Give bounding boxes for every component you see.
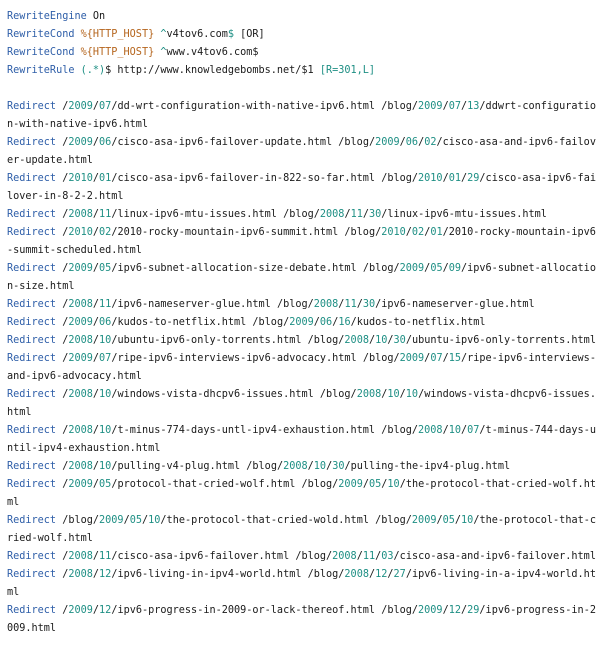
redirect-line <box>7 296 600 314</box>
redirect-keyword: Redirect <box>7 515 57 526</box>
redirect-keyword: Redirect <box>7 353 57 364</box>
redirect-keyword: Redirect <box>7 137 57 148</box>
directive-argument: %{HTTP_HOST} <box>80 29 155 40</box>
redirect-keyword: Redirect <box>7 335 57 346</box>
directive-argument: [R=301,L] <box>319 65 376 76</box>
redirect-line <box>7 350 600 386</box>
redirect-line <box>7 386 600 422</box>
directive-argument: [OR] <box>233 29 265 40</box>
redirect-line <box>7 476 600 512</box>
directive-argument: $ http://www.knowledgebombs.net/$1 <box>105 65 320 76</box>
directive-argument: v4tov6.com <box>166 29 228 40</box>
redirect-target-path: /blog/2010/01/29/cisco-asa-ipv6-failover-in-8-2-2.html <box>7 173 596 202</box>
redirect-source-path: /2009/05/ipv6-subnet-allocation-size-debate.html <box>62 263 357 274</box>
redirect-line <box>7 134 600 170</box>
redirect-line <box>7 566 600 602</box>
redirect-line <box>7 224 600 260</box>
redirect-target-path: /blog/2008/10/10/windows-vista-dhcpv6-issues.html <box>7 389 596 418</box>
redirect-keyword: Redirect <box>7 551 57 562</box>
redirect-target-path: /blog/2008/12/27/ipv6-living-in-a-ipv4-world.html <box>7 569 596 598</box>
redirect-line <box>7 512 600 548</box>
redirect-line <box>7 98 600 134</box>
directive-argument: $ <box>227 29 234 40</box>
redirect-source-path: /2009/06/kudos-to-netflix.html <box>62 317 247 328</box>
redirect-keyword: Redirect <box>7 569 57 580</box>
directive-keyword: RewriteCond <box>7 29 75 40</box>
redirect-target-path: /blog/2008/10/30/pulling-the-ipv4-plug.html <box>246 461 511 472</box>
blank-line <box>7 80 600 98</box>
redirect-keyword: Redirect <box>7 227 57 238</box>
redirect-keyword: Redirect <box>7 479 57 490</box>
redirect-source-path: /2008/12/ipv6-living-in-ipv4-world.html <box>62 569 302 580</box>
redirect-source-path: /2010/02/2010-rocky-mountain-ipv6-summit.html <box>62 227 339 238</box>
redirect-target-path: /blog/2010/02/01/2010-rocky-mountain-ipv6-summit-scheduled.html <box>7 227 596 256</box>
directive-keyword: RewriteRule <box>7 65 75 76</box>
redirect-target-path: /blog/2009/07/13/ddwrt-configuration-with-native-ipv6.html <box>7 101 596 130</box>
directive-argument: On <box>92 11 106 22</box>
redirect-line <box>7 260 600 296</box>
directive-argument: ^ <box>160 47 167 58</box>
rewrite-line <box>7 8 600 26</box>
redirect-keyword: Redirect <box>7 173 57 184</box>
redirect-source-path: /2009/07/ripe-ipv6-interviews-ipv6-advocacy.html <box>62 353 357 364</box>
redirect-line <box>7 206 600 224</box>
redirect-keyword: Redirect <box>7 605 57 616</box>
redirect-target-path: /blog/2008/10/07/t-minus-744-days-until-ipv4-exhaustion.html <box>7 425 596 454</box>
redirect-keyword: Redirect <box>7 317 57 328</box>
redirect-line <box>7 602 600 638</box>
redirect-source-path: /2008/11/linux-ipv6-mtu-issues.html <box>62 209 277 220</box>
redirect-source-path: /2008/11/ipv6-nameserver-glue.html <box>62 299 271 310</box>
redirect-target-path: /blog/2008/11/30/linux-ipv6-mtu-issues.html <box>283 209 547 220</box>
redirect-keyword: Redirect <box>7 209 57 220</box>
directive-argument: www.v4tov6.com$ <box>166 47 259 58</box>
redirect-target-path: /blog/2009/06/02/cisco-asa-and-ipv6-failover-update.html <box>7 137 596 166</box>
directive-keyword: RewriteCond <box>7 47 75 58</box>
redirect-source-path: /2008/10/pulling-v4-plug.html <box>62 461 241 472</box>
redirect-target-path: /blog/2008/11/30/ipv6-nameserver-glue.html <box>276 299 535 310</box>
redirect-target-path: /blog/2009/06/16/kudos-to-netflix.html <box>252 317 486 328</box>
redirect-line <box>7 314 600 332</box>
redirect-target-path: /blog/2009/12/29/ipv6-progress-in-2009.html <box>7 605 596 634</box>
redirect-line <box>7 170 600 206</box>
redirect-target-path: /blog/2008/11/03/cisco-asa-and-ipv6-failover.html <box>295 551 596 562</box>
redirect-source-path: /2008/11/cisco-asa-ipv6-failover.html <box>62 551 290 562</box>
redirect-target-path: /blog/2009/05/09/ipv6-subnet-allocation-size.html <box>7 263 596 292</box>
redirect-line <box>7 332 600 350</box>
redirect-source-path: /2008/10/windows-vista-dhcpv6-issues.html <box>62 389 314 400</box>
redirect-keyword: Redirect <box>7 263 57 274</box>
redirect-line <box>7 422 600 458</box>
directive-argument: (.*) <box>80 65 106 76</box>
redirect-keyword: Redirect <box>7 389 57 400</box>
redirect-source-path: /2009/06/cisco-asa-ipv6-failover-update.html <box>62 137 333 148</box>
redirect-source-path: /2009/12/ipv6-progress-in-2009-or-lack-thereof.html <box>62 605 376 616</box>
redirect-target-path: /blog/2009/05/10/the-protocol-that-cried-wolf.html <box>7 479 596 508</box>
rewrite-line <box>7 44 600 62</box>
redirect-source-path: /2009/07/dd-wrt-configuration-with-native-ipv6.html <box>62 101 376 112</box>
rewrite-rules <box>7 8 600 80</box>
redirect-source-path: /2008/10/ubuntu-ipv6-only-torrents.html <box>62 335 302 346</box>
redirect-line <box>7 548 600 566</box>
directive-keyword: RewriteEngine <box>7 11 87 22</box>
redirect-keyword: Redirect <box>7 299 57 310</box>
redirect-source-path: /2009/05/protocol-that-cried-wolf.html <box>62 479 296 490</box>
redirect-keyword: Redirect <box>7 101 57 112</box>
rewrite-line <box>7 26 600 44</box>
redirect-source-path: /blog/2009/05/10/the-protocol-that-cried-wold.html <box>62 515 369 526</box>
redirect-target-path: /blog/2009/07/15/ripe-ipv6-interviews-and-ipv6-advocacy.html <box>7 353 596 382</box>
redirect-keyword: Redirect <box>7 461 57 472</box>
redirect-source-path: /2008/10/t-minus-774-days-untl-ipv4-exhaustion.html <box>62 425 376 436</box>
redirect-source-path: /2010/01/cisco-asa-ipv6-failover-in-822-so-far.html <box>62 173 376 184</box>
directive-argument: ^ <box>160 29 167 40</box>
directive-argument: %{HTTP_HOST} <box>80 47 155 58</box>
redirect-keyword: Redirect <box>7 425 57 436</box>
rewrite-line <box>7 62 600 80</box>
redirect-rules <box>7 98 600 638</box>
redirect-line <box>7 458 600 476</box>
redirect-target-path: /blog/2008/10/30/ubuntu-ipv6-only-torrents.html <box>307 335 596 346</box>
redirect-target-path: /blog/2009/05/10/the-protocol-that-cried-wolf.html <box>7 515 596 544</box>
